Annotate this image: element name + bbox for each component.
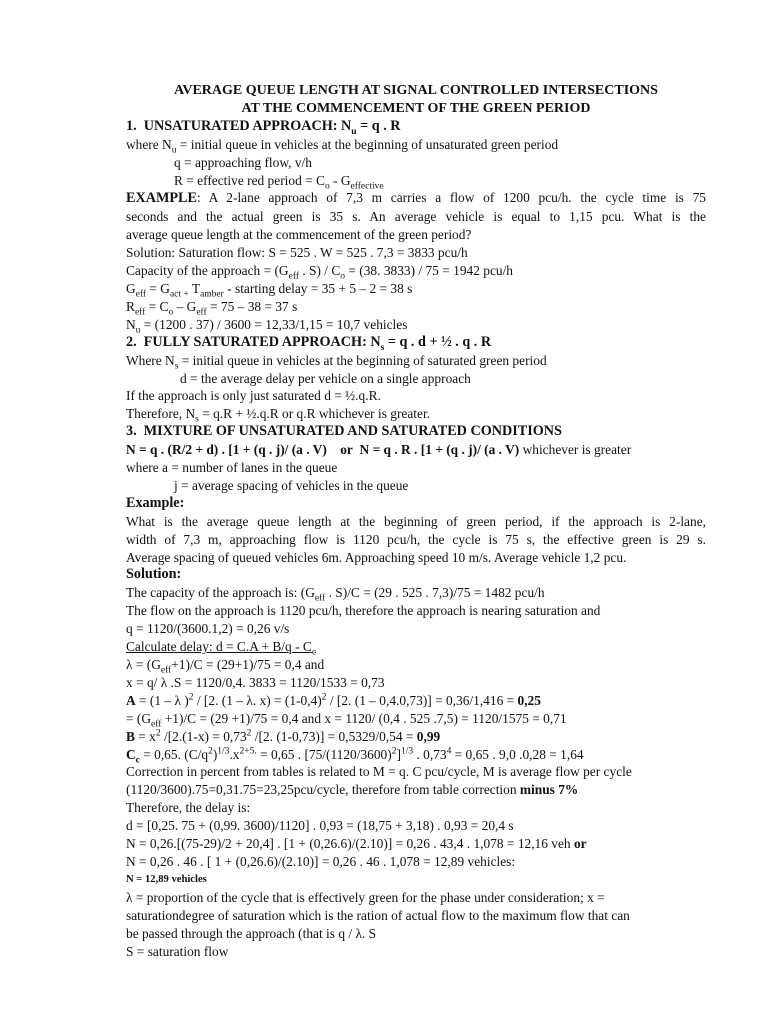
s3-result-line: N = 12,89 vehicles bbox=[126, 873, 207, 885]
s1-r-definition: R = effective red period = $C_o - G_{effective}$ bbox=[174, 172, 384, 192]
s3-solution-label: Solution: bbox=[126, 566, 182, 583]
s2-therefore-line: Therefore, $N_s = q.R$ + ½.q.R or q.R whichever is greater. bbox=[126, 406, 431, 425]
s3-j-definition: j = average spacing of vehicles in the queue bbox=[174, 477, 409, 493]
document-page bbox=[126, 82, 706, 960]
s1-example-line-2: seconds and the actual green is 35 s. An average vehicle is equal to 1,15 pcu. What is the bbox=[126, 209, 706, 225]
s3-equals-line: = $(G_{eff} +1)/C = (29 +1)/75 = 0,4$ and x = 1120/ (0,4 . 525 .7,5) = 1120/1575 = 0,71 bbox=[126, 710, 567, 730]
title-line-2: AT THE COMMENCEMENT OF THE GREEN PERIOD bbox=[241, 100, 591, 116]
s3-example-line-2: width of 7,3 m, approaching flow is 1120 pcu/h, the cycle is 75 s, the effective green is 29 s. bbox=[126, 531, 706, 547]
section-1-heading: 1. UNSATURATED APPROACH: $N_u = q$ . R bbox=[126, 117, 401, 137]
s3-n2-line: N = 0,26 . 46 . [ 1 + (0,26.6)/(2.10)] = 0,26 . 46 . 1,078 = 12,89 vehicles: bbox=[126, 853, 516, 869]
s2-if-line: If the approach is only just saturated d = ½.q.R. bbox=[126, 388, 381, 404]
s3-definition-line-2: saturationdegree of saturation which is the ration of actual flow to the maximum flow that can bbox=[126, 907, 630, 923]
section-2-heading: 2. FULLY SATURATED APPROACH: $N_s = q$ . d + ½ . q . R bbox=[126, 333, 492, 353]
s3-example-line-1: What is the average queue length at the beginning of green period, if the approach is 2-lane, bbox=[126, 513, 706, 529]
title-line-1: AVERAGE QUEUE LENGTH AT SIGNAL CONTROLLED INTERSECTIONS bbox=[174, 83, 658, 98]
s1-nu-line: $N_u = (1200$ . 37) / 3600 = 12,33/1,15 = 10,7 vehicles bbox=[126, 316, 408, 336]
s3-where-line: where a = number of lanes in the queue bbox=[126, 460, 338, 476]
s3-n1-line: N = 0,26.[(75-29)/2 + 20,4] . [1 + (0,26.6)/(2.10)] = 0,26 . 43,4 . 1,078 = 12,16 veh or bbox=[126, 836, 587, 852]
s1-example-line-3: average queue length at the commencement of the green period? bbox=[126, 227, 472, 243]
s3-x-line: x = q/ λ .S = 1120/0,4. 3833 = 1120/1533 = 0,73 bbox=[126, 674, 385, 690]
s3-Cc-line: $C_c = 0,65$. $(C/q^2)^{1/3}.x^{2+5.} = 0,65$ . $[75/(1120/3600)^2]^{1/3}$ . $0,73^4 = 0,65$ . 9,0 .0,28 = 1,64 bbox=[126, 746, 584, 766]
s1-where-line: where $N_u$ = initial queue in vehicles at the beginning of unsaturated green period bbox=[126, 136, 559, 156]
s1-capacity-line: Capacity of the approach = ($G_{eff}$ . $S) / C_o = (38$. 3833) / 75 = 1942 pcu/h bbox=[126, 263, 513, 282]
s3-B-line: $B = x^2$ $/[2.(1-x) = 0,73^2$ /[2. (1-0,73)] = 0,5329/0,54 = 0,99 bbox=[126, 728, 441, 744]
s1-geff-line: $G_{eff} = G_{act +}$ $T_{amber}$ - starting delay = 35 + 5 – 2 = 38 s bbox=[126, 280, 413, 300]
s3-A-line: A = (1 – λ )$^2$ / [2. (1 – λ. $x) = (1-0,4)^2 / [2$. (1 – 0,4.0,73)] = 0,36/1,416 = 0,25 bbox=[126, 692, 541, 708]
s3-q-line: q = 1120/(3600.1,2) = 0,26 v/s bbox=[126, 621, 290, 637]
s3-calculate-delay-line: Calculate delay: $d = C.A + B/q - C_c$ bbox=[126, 639, 317, 658]
s3-formula-line: N = q . (R/2 + d) . [1 + (q . j)/ (a . V) or N = q . R . [1 + (q . j)/ (a . V) whichever is greater bbox=[126, 442, 632, 458]
s2-d-definition: d = the average delay per vehicle on a single approach bbox=[180, 370, 471, 386]
s3-definition-line-3: be passed through the approach (that is q / λ. S bbox=[126, 925, 377, 941]
s1-solution-line: Solution: Saturation flow: S = 525 . W = 525 . 7,3 = 3833 pcu/h bbox=[126, 245, 468, 261]
s2-where-line: Where $N_s$ = initial queue in vehicles at the beginning of saturated green period bbox=[126, 352, 547, 372]
s3-correction-line-1: Correction in percent from tables is related to M = q. C pcu/cycle, M is average flow per cycle bbox=[126, 764, 632, 780]
s3-s-definition: S = saturation flow bbox=[126, 943, 229, 959]
s3-therefore-line: Therefore, the delay is: bbox=[126, 800, 251, 816]
s3-example-label: Example: bbox=[126, 494, 185, 511]
s3-flow-line: The flow on the approach is 1120 pcu/h, therefore the approach is nearing saturation and bbox=[126, 603, 601, 619]
s1-example-line-1: EXAMPLE: A 2-lane approach of 7,3 m carries a flow of 1200 pcu/h. the cycle time is 75 bbox=[126, 190, 706, 207]
s3-delay-line: d = [0,25. 75 + (0,99. 3600)/1120] . 0,93 = (18,75 + 3,18) . 0,93 = 20,4 s bbox=[126, 818, 514, 834]
s3-lambda-line: $\lambda = (G_{eff}+1)/C = (29+1)/75 = 0,4$ and bbox=[126, 657, 325, 676]
s1-q-definition: q = approaching flow, v/h bbox=[174, 154, 312, 170]
s3-example-line-3: Average spacing of queued vehicles 6m. Approaching speed 10 m/s. Average vehicle 1,2 pcu. bbox=[126, 549, 627, 565]
s1-reff-line: $R_{eff} = C_o - G_{eff} = 75 - 38 = 37$ s bbox=[126, 298, 298, 318]
section-3-heading: 3. MIXTURE OF UNSATURATED AND SATURATED CONDITIONS bbox=[126, 423, 562, 440]
s3-capacity-line: The capacity of the approach is: ($G_{eff}$ . S)/C = (29 . 525 . 7,3)/75 = 1482 pcu/h bbox=[126, 585, 545, 605]
s3-definition-line-1: λ = proportion of the cycle that is effectively green for the phase under consideration; x = bbox=[126, 889, 605, 905]
s3-correction-line-2: (1120/3600).75=0,31.75=23,25pcu/cycle, therefore from table correction minus 7% bbox=[126, 782, 579, 798]
